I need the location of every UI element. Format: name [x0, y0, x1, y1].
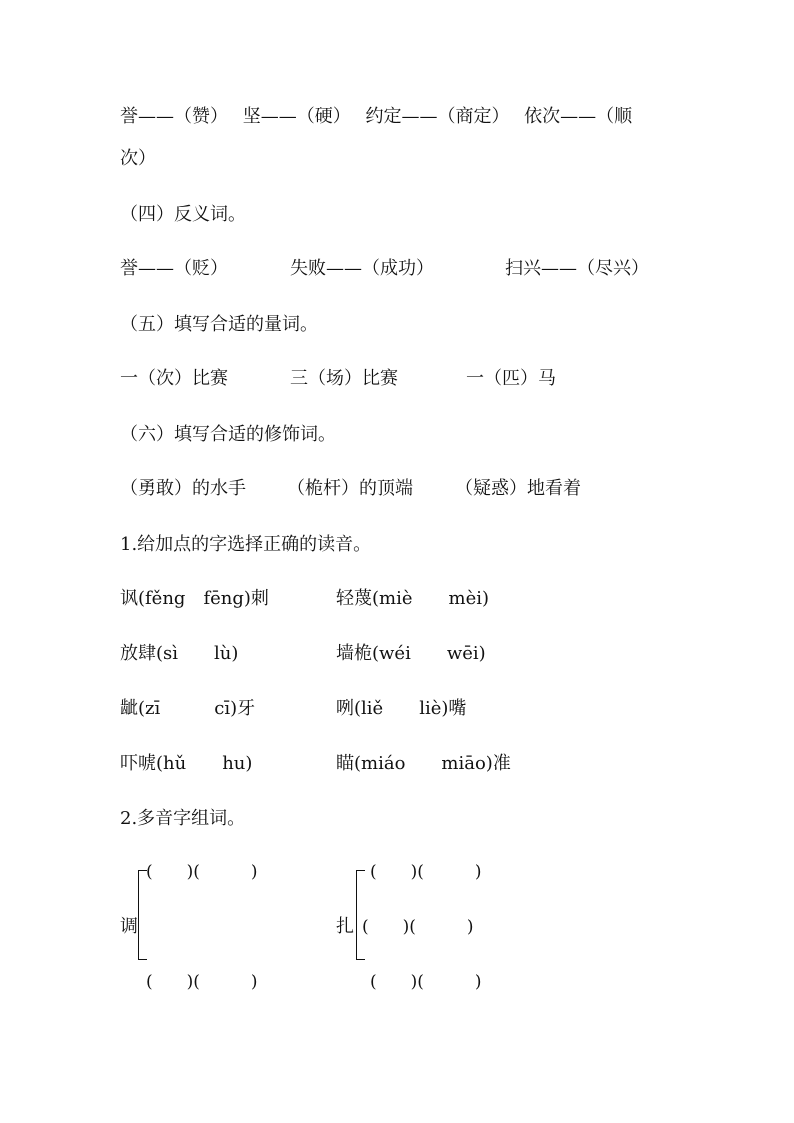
pronunciation-item: 轻蔑(miè mèi): [336, 588, 489, 609]
measure-word-item: 三（场）比赛: [290, 368, 398, 389]
modifiers-heading: （六）填写合适的修饰词。: [120, 424, 336, 445]
polyphones-heading: 2.多音字组词。: [120, 808, 246, 829]
synonyms-line-2: 次）: [120, 148, 156, 169]
answer-slots: ( )( ): [146, 862, 258, 882]
left-brace: [138, 870, 147, 960]
answer-slots: ( )( ): [370, 972, 482, 992]
pronunciation-item: 讽(fěng fēng)刺: [120, 588, 269, 609]
antonyms-heading: （四）反义词。: [120, 204, 246, 225]
modifier-item: （疑惑）地看着: [455, 478, 581, 499]
pronunciation-item: 瞄(miáo miāo)准: [336, 753, 511, 774]
pronunciation-item: 龇(zī cī)牙: [120, 698, 256, 719]
pronunciation-item: 放肆(sì lù): [120, 643, 239, 664]
pronunciation-item: 咧(liě liè)嘴: [336, 698, 467, 719]
answer-slots: ( )( ): [370, 862, 482, 882]
answer-slots: ( )( ): [362, 917, 474, 937]
measure-words-heading: （五）填写合适的量词。: [120, 314, 318, 335]
pronunciation-item: 墙桅(wéi wēi): [336, 643, 486, 664]
pronunciation-item: 吓唬(hǔ hu): [120, 753, 253, 774]
antonym-item: 誉——（贬）: [120, 258, 228, 279]
modifier-item: （桅杆）的顶端: [287, 478, 413, 499]
left-brace: [356, 870, 365, 960]
measure-word-item: 一（匹）马: [466, 368, 556, 389]
measure-word-item: 一（次）比赛: [120, 368, 228, 389]
synonyms-line-1: 誉——（赞） 坚——（硬） 约定——（商定） 依次——（顺: [120, 106, 633, 127]
antonym-item: 失败——（成功）: [290, 258, 434, 279]
antonym-item: 扫兴——（尽兴）: [505, 258, 649, 279]
modifier-item: （勇敢）的水手: [120, 478, 246, 499]
polyphone-char: 扎: [336, 916, 354, 937]
polyphone-char: 调: [120, 916, 138, 937]
answer-slots: ( )( ): [146, 972, 258, 992]
pronunciation-heading: 1.给加点的字选择正确的读音。: [120, 534, 372, 555]
